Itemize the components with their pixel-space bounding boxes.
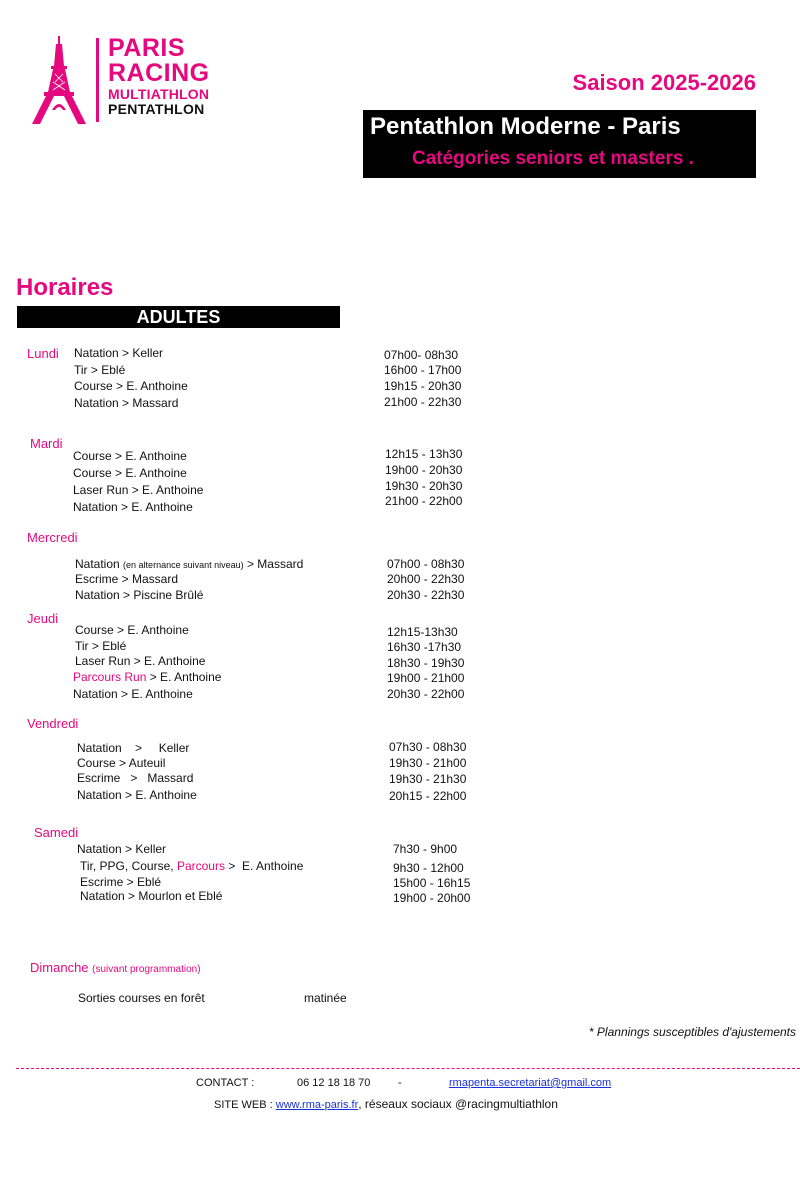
schedule-time: 07h30 - 08h30 <box>389 740 467 754</box>
schedule-activity: Natation > Piscine Brûlé <box>75 588 204 602</box>
schedule-activity: Natation > E. Anthoine <box>73 500 193 514</box>
logo-line-pentathlon: PENTATHLON <box>108 101 205 117</box>
schedule-activity: Natation > Mourlon et Eblé <box>80 889 223 903</box>
footer-divider <box>16 1068 800 1069</box>
schedule-activity: Natation > Keller <box>74 346 164 360</box>
logo-line-paris: PARIS <box>108 34 186 62</box>
schedule-activity: Laser Run > E. Anthoine <box>73 483 204 497</box>
schedule-activity: Laser Run > E. Anthoine <box>75 654 206 668</box>
schedule-time: 12h15-13h30 <box>387 625 458 639</box>
schedule-time: 21h00 - 22h30 <box>384 395 462 409</box>
day-label-samedi: Samedi <box>34 825 79 840</box>
schedule-time: 19h30 - 20h30 <box>385 479 463 493</box>
eiffel-tower-icon <box>30 36 90 124</box>
schedule-activity: Tir > Eblé <box>75 639 127 653</box>
season-title: Saison 2025-2026 <box>572 70 756 95</box>
adjustment-note: * Plannings susceptibles d'ajustements <box>588 1025 796 1039</box>
activity-highlight: Parcours <box>176 859 225 873</box>
schedule-time: 20h15 - 22h00 <box>389 789 467 803</box>
schedule-activity: Natation > Keller <box>77 842 167 856</box>
schedule-activity: Natation > E. Anthoine <box>73 687 193 701</box>
contact-email-link[interactable]: rmapenta.secretariat@gmail.com <box>449 1077 612 1089</box>
schedule-activity: Course > E. Anthoine <box>74 379 188 393</box>
website-line <box>214 1097 558 1111</box>
activity-highlight: Parcours Run <box>73 670 147 684</box>
schedule-activity: Escrime > Massard <box>77 771 194 785</box>
logo-line-racing: RACING <box>108 59 210 87</box>
group-label: ADULTES <box>136 307 221 327</box>
schedule-time: 07h00 - 08h30 <box>387 557 465 571</box>
day-label-mercredi: Mercredi <box>27 530 78 545</box>
schedule-time: 20h00 - 22h30 <box>387 572 465 586</box>
page-subtitle: Catégories seniors et masters . <box>412 148 694 169</box>
schedule-activity: Tir > Eblé <box>74 363 126 377</box>
website-label: SITE WEB : <box>214 1099 273 1111</box>
schedule-activity: Course > E. Anthoine <box>75 623 189 637</box>
schedule-time: 16h30 -17h30 <box>387 640 462 654</box>
contact-separator: - <box>398 1077 402 1089</box>
schedule-activity: Escrime > Massard <box>75 572 179 586</box>
schedule-activity: Course > Auteuil <box>77 756 166 770</box>
schedule-activity <box>80 859 303 873</box>
activity-name: Natation <box>75 557 120 571</box>
activity-name: Tir, PPG, Course, <box>80 859 174 873</box>
activity-location: > E. Anthoine <box>149 670 222 684</box>
schedule-time: 15h00 - 16h15 <box>393 876 471 890</box>
schedule-time: 20h30 - 22h00 <box>387 687 465 701</box>
day-label-vendredi: Vendredi <box>27 716 79 731</box>
schedule-activity: Natation > Massard <box>74 396 179 410</box>
schedule-time: 18h30 - 19h30 <box>387 656 465 670</box>
schedule-activity: Sorties courses en forêt <box>78 991 205 1005</box>
page-title: Pentathlon Moderne - Paris <box>370 113 681 140</box>
schedule-time: 19h30 - 21h30 <box>389 772 467 786</box>
section-title: Horaires <box>16 274 114 301</box>
schedule-time: 20h30 - 22h30 <box>387 588 465 602</box>
day-label-mardi: Mardi <box>30 436 63 451</box>
day-label-lundi: Lundi <box>27 346 59 361</box>
social-text: , réseaux sociaux @racingmultiathlon <box>358 1097 558 1111</box>
logo-line-multiathlon: MULTIATHLON <box>108 86 210 102</box>
activity-location: > Massard <box>246 557 304 571</box>
schedule-time: 07h00- 08h30 <box>384 348 459 362</box>
logo-divider <box>96 38 99 122</box>
schedule-time: matinée <box>304 991 347 1005</box>
schedule-time: 16h00 - 17h00 <box>384 363 462 377</box>
schedule-time: 21h00 - 22h00 <box>385 494 463 508</box>
schedule-time: 19h15 - 20h30 <box>384 379 462 393</box>
activity-note: (en alternance suivant niveau) <box>123 560 244 570</box>
day-note: (suivant programmation) <box>92 964 201 975</box>
schedule-activity <box>75 557 303 571</box>
schedule-activity: Natation > E. Anthoine <box>77 788 197 802</box>
schedule-time: 19h00 - 20h30 <box>385 463 463 477</box>
contact-label: CONTACT : <box>196 1077 255 1089</box>
schedule-time: 7h30 - 9h00 <box>393 842 458 856</box>
schedule-time: 19h00 - 20h00 <box>393 891 471 905</box>
schedule-time: 9h30 - 12h00 <box>393 861 464 875</box>
day-label-jeudi: Jeudi <box>27 611 59 626</box>
logo-text <box>108 36 210 116</box>
website-link[interactable]: www.rma-paris.fr <box>275 1099 359 1111</box>
schedule-activity: Natation > Keller <box>77 741 190 755</box>
schedule-time: 19h30 - 21h00 <box>389 756 467 770</box>
schedule-time: 12h15 - 13h30 <box>385 447 463 461</box>
schedule-activity: Escrime > Eblé <box>80 875 162 889</box>
day-label-dimanche <box>30 960 201 975</box>
schedule-activity <box>73 670 221 684</box>
schedule-time: 19h00 - 21h00 <box>387 671 465 685</box>
contact-phone: 06 12 18 18 70 <box>297 1077 371 1089</box>
day-name: Dimanche <box>30 960 89 975</box>
activity-location: > E. Anthoine <box>228 859 304 873</box>
schedule-activity: Course > E. Anthoine <box>73 449 187 463</box>
schedule-activity: Course > E. Anthoine <box>73 466 187 480</box>
